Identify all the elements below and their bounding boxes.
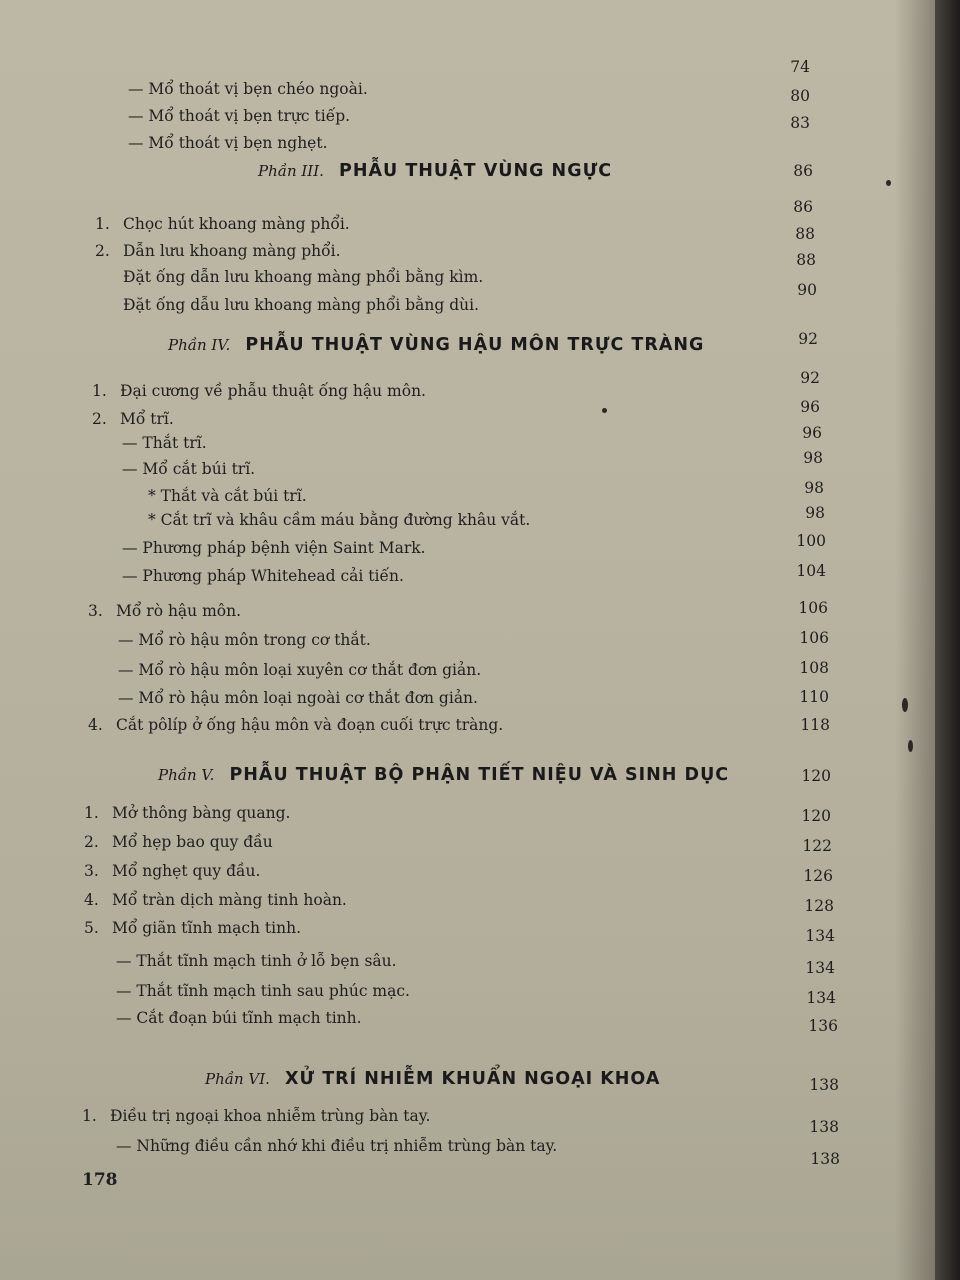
toc-page-number: 86	[793, 162, 813, 180]
toc-page-number: 128	[804, 897, 834, 915]
toc-entry	[92, 406, 174, 432]
toc-page-number: 134	[806, 989, 836, 1007]
part-label: Phần IV.	[168, 336, 231, 354]
entry-text: Đại cương về phẫu thuật ống hậu môn.	[120, 382, 426, 400]
toc-page-number: 104	[796, 562, 826, 580]
toc-page-number: 83	[790, 114, 810, 132]
stain-mark	[602, 408, 607, 413]
toc-entry: — Những điều cần nhớ khi điều trị nhiễm trùng bàn tay.	[116, 1137, 558, 1155]
toc-entry: — Mổ rò hậu môn trong cơ thắt.	[118, 631, 371, 649]
entry-index: 2.	[84, 833, 99, 851]
entry-index: 1.	[92, 382, 107, 400]
toc-entry	[84, 829, 273, 855]
entry-index: 4.	[88, 716, 103, 734]
toc-page-number: 88	[795, 225, 815, 243]
entry-text: Mổ rò hậu môn.	[116, 602, 242, 620]
entry-index: 2.	[92, 410, 107, 428]
toc-page-number: 80	[790, 87, 810, 105]
toc-entry: * Cắt trĩ và khâu cầm máu bằng đường khâu vắt.	[148, 511, 531, 529]
toc-page-number: 86	[793, 198, 813, 216]
toc-entry	[82, 1103, 430, 1129]
entry-text: Điều trị ngoại khoa nhiễm trùng bàn tay.	[110, 1107, 431, 1125]
book-edge	[935, 0, 960, 1280]
section-title: XỬ TRÍ NHIỄM KHUẨN NGOẠI KHOA	[285, 1069, 661, 1089]
entry-index: 1.	[84, 804, 99, 822]
toc-entry: Đặt ống dẫu lưu khoang màng phổi bằng dùi.	[123, 296, 480, 314]
part-label: Phần III.	[258, 162, 324, 180]
toc-page-number: 138	[810, 1150, 840, 1168]
stain-mark	[886, 180, 891, 186]
toc-page-number: 120	[801, 767, 831, 785]
toc-entry: * Thắt và cắt búi trĩ.	[148, 487, 307, 505]
toc-entry	[88, 598, 241, 624]
toc-page-number: 106	[798, 599, 828, 617]
entry-index: 3.	[84, 862, 99, 880]
entry-index: 3.	[88, 602, 103, 620]
toc-page-number: 98	[805, 504, 825, 522]
entry-index: 2.	[95, 242, 110, 260]
toc-page-number: 98	[804, 479, 824, 497]
toc-page-number: 98	[803, 449, 823, 467]
toc-entry: — Thắt trĩ.	[122, 434, 207, 452]
toc-entry: — Thắt tĩnh mạch tinh sau phúc mạc.	[116, 982, 410, 1000]
toc-entry: — Mổ thoát vị bẹn chéo ngoài.	[128, 80, 368, 98]
toc-page-number: 126	[803, 867, 833, 885]
entry-index: 4.	[84, 891, 99, 909]
entry-index: 1.	[82, 1107, 97, 1125]
section-heading	[168, 330, 704, 360]
section-heading	[205, 1064, 660, 1094]
toc-entry	[92, 378, 426, 404]
entry-index: 1.	[95, 215, 110, 233]
section-heading	[158, 760, 729, 790]
toc-page-number: 134	[805, 959, 835, 977]
page-edge-shadow	[895, 0, 935, 1280]
toc-page-number: 134	[805, 927, 835, 945]
toc-page-number: 90	[797, 281, 817, 299]
toc-entry	[95, 211, 350, 237]
entry-text: Mổ hẹp bao quy đầu	[112, 833, 273, 851]
toc-page-number: 136	[808, 1017, 838, 1035]
toc-entry: — Mổ rò hậu môn loại ngoài cơ thắt đơn giản.	[118, 689, 478, 707]
toc-entry	[84, 887, 347, 913]
toc-entry: — Phương pháp Whitehead cải tiến.	[122, 567, 404, 585]
entry-text: Dẫn lưu khoang màng phổi.	[123, 242, 341, 260]
entry-text: Cắt pôlíp ở ống hậu môn và đoạn cuối trực tràng.	[116, 716, 504, 734]
entry-text: Mổ tràn dịch màng tinh hoàn.	[112, 891, 347, 909]
entry-index: 5.	[84, 919, 99, 937]
toc-entry	[84, 858, 260, 884]
part-label: Phần VI.	[205, 1070, 270, 1088]
part-label: Phần V.	[158, 766, 215, 784]
entry-text: Mổ giãn tĩnh mạch tinh.	[112, 919, 301, 937]
toc-page-number: 118	[800, 716, 830, 734]
toc-page-number: 106	[799, 629, 829, 647]
toc-entry: — Thắt tĩnh mạch tinh ở lỗ bẹn sâu.	[116, 952, 397, 970]
toc-entry: — Mổ thoát vị bẹn trực tiếp.	[128, 107, 351, 125]
toc-page-number: 92	[800, 369, 820, 387]
section-title: PHẪU THUẬT VÙNG HẬU MÔN TRỰC TRÀNG	[245, 335, 705, 355]
toc-entry	[84, 915, 301, 941]
toc-page-number: 96	[800, 398, 820, 416]
entry-text: Mở thông bàng quang.	[112, 804, 291, 822]
page-number: 74	[790, 58, 810, 76]
toc-entry: — Mổ cắt búi trĩ.	[122, 460, 256, 478]
toc-page-number: 110	[799, 688, 829, 706]
toc-page-number: 108	[799, 659, 829, 677]
toc-entry: — Mổ rò hậu môn loại xuyên cơ thắt đơn giản.	[118, 661, 482, 679]
toc-page-number: 96	[802, 424, 822, 442]
toc-entry: — Cắt đoạn búi tĩnh mạch tinh.	[116, 1009, 362, 1027]
toc-page-number: 122	[802, 837, 832, 855]
page-folio: 178	[82, 1170, 118, 1190]
toc-entry	[95, 238, 341, 264]
section-heading	[258, 156, 612, 186]
toc-entry: — Mổ thoát vị bẹn nghẹt.	[128, 134, 328, 152]
toc-page-number: 92	[798, 330, 818, 348]
section-title: PHẪU THUẬT VÙNG NGỰC	[339, 161, 613, 181]
entry-text: Mổ trĩ.	[120, 410, 174, 428]
toc-page-number: 138	[809, 1076, 839, 1094]
toc-page-number: 138	[809, 1118, 839, 1136]
toc-page-number: 100	[796, 532, 826, 550]
toc-entry	[88, 712, 503, 738]
toc-entry	[84, 800, 290, 826]
entry-text: Chọc hút khoang màng phổi.	[123, 215, 350, 233]
toc-page-number: 120	[801, 807, 831, 825]
toc-page-number: 88	[796, 251, 816, 269]
toc-entry: — Phương pháp bệnh viện Saint Mark.	[122, 539, 426, 557]
toc-entry: Đặt ống dẫn lưu khoang màng phổi bằng kìm.	[123, 268, 484, 286]
section-title: PHẪU THUẬT BỘ PHẬN TIẾT NIỆU VÀ SINH DỤC	[229, 765, 730, 785]
entry-text: Mổ nghẹt quy đầu.	[112, 862, 261, 880]
